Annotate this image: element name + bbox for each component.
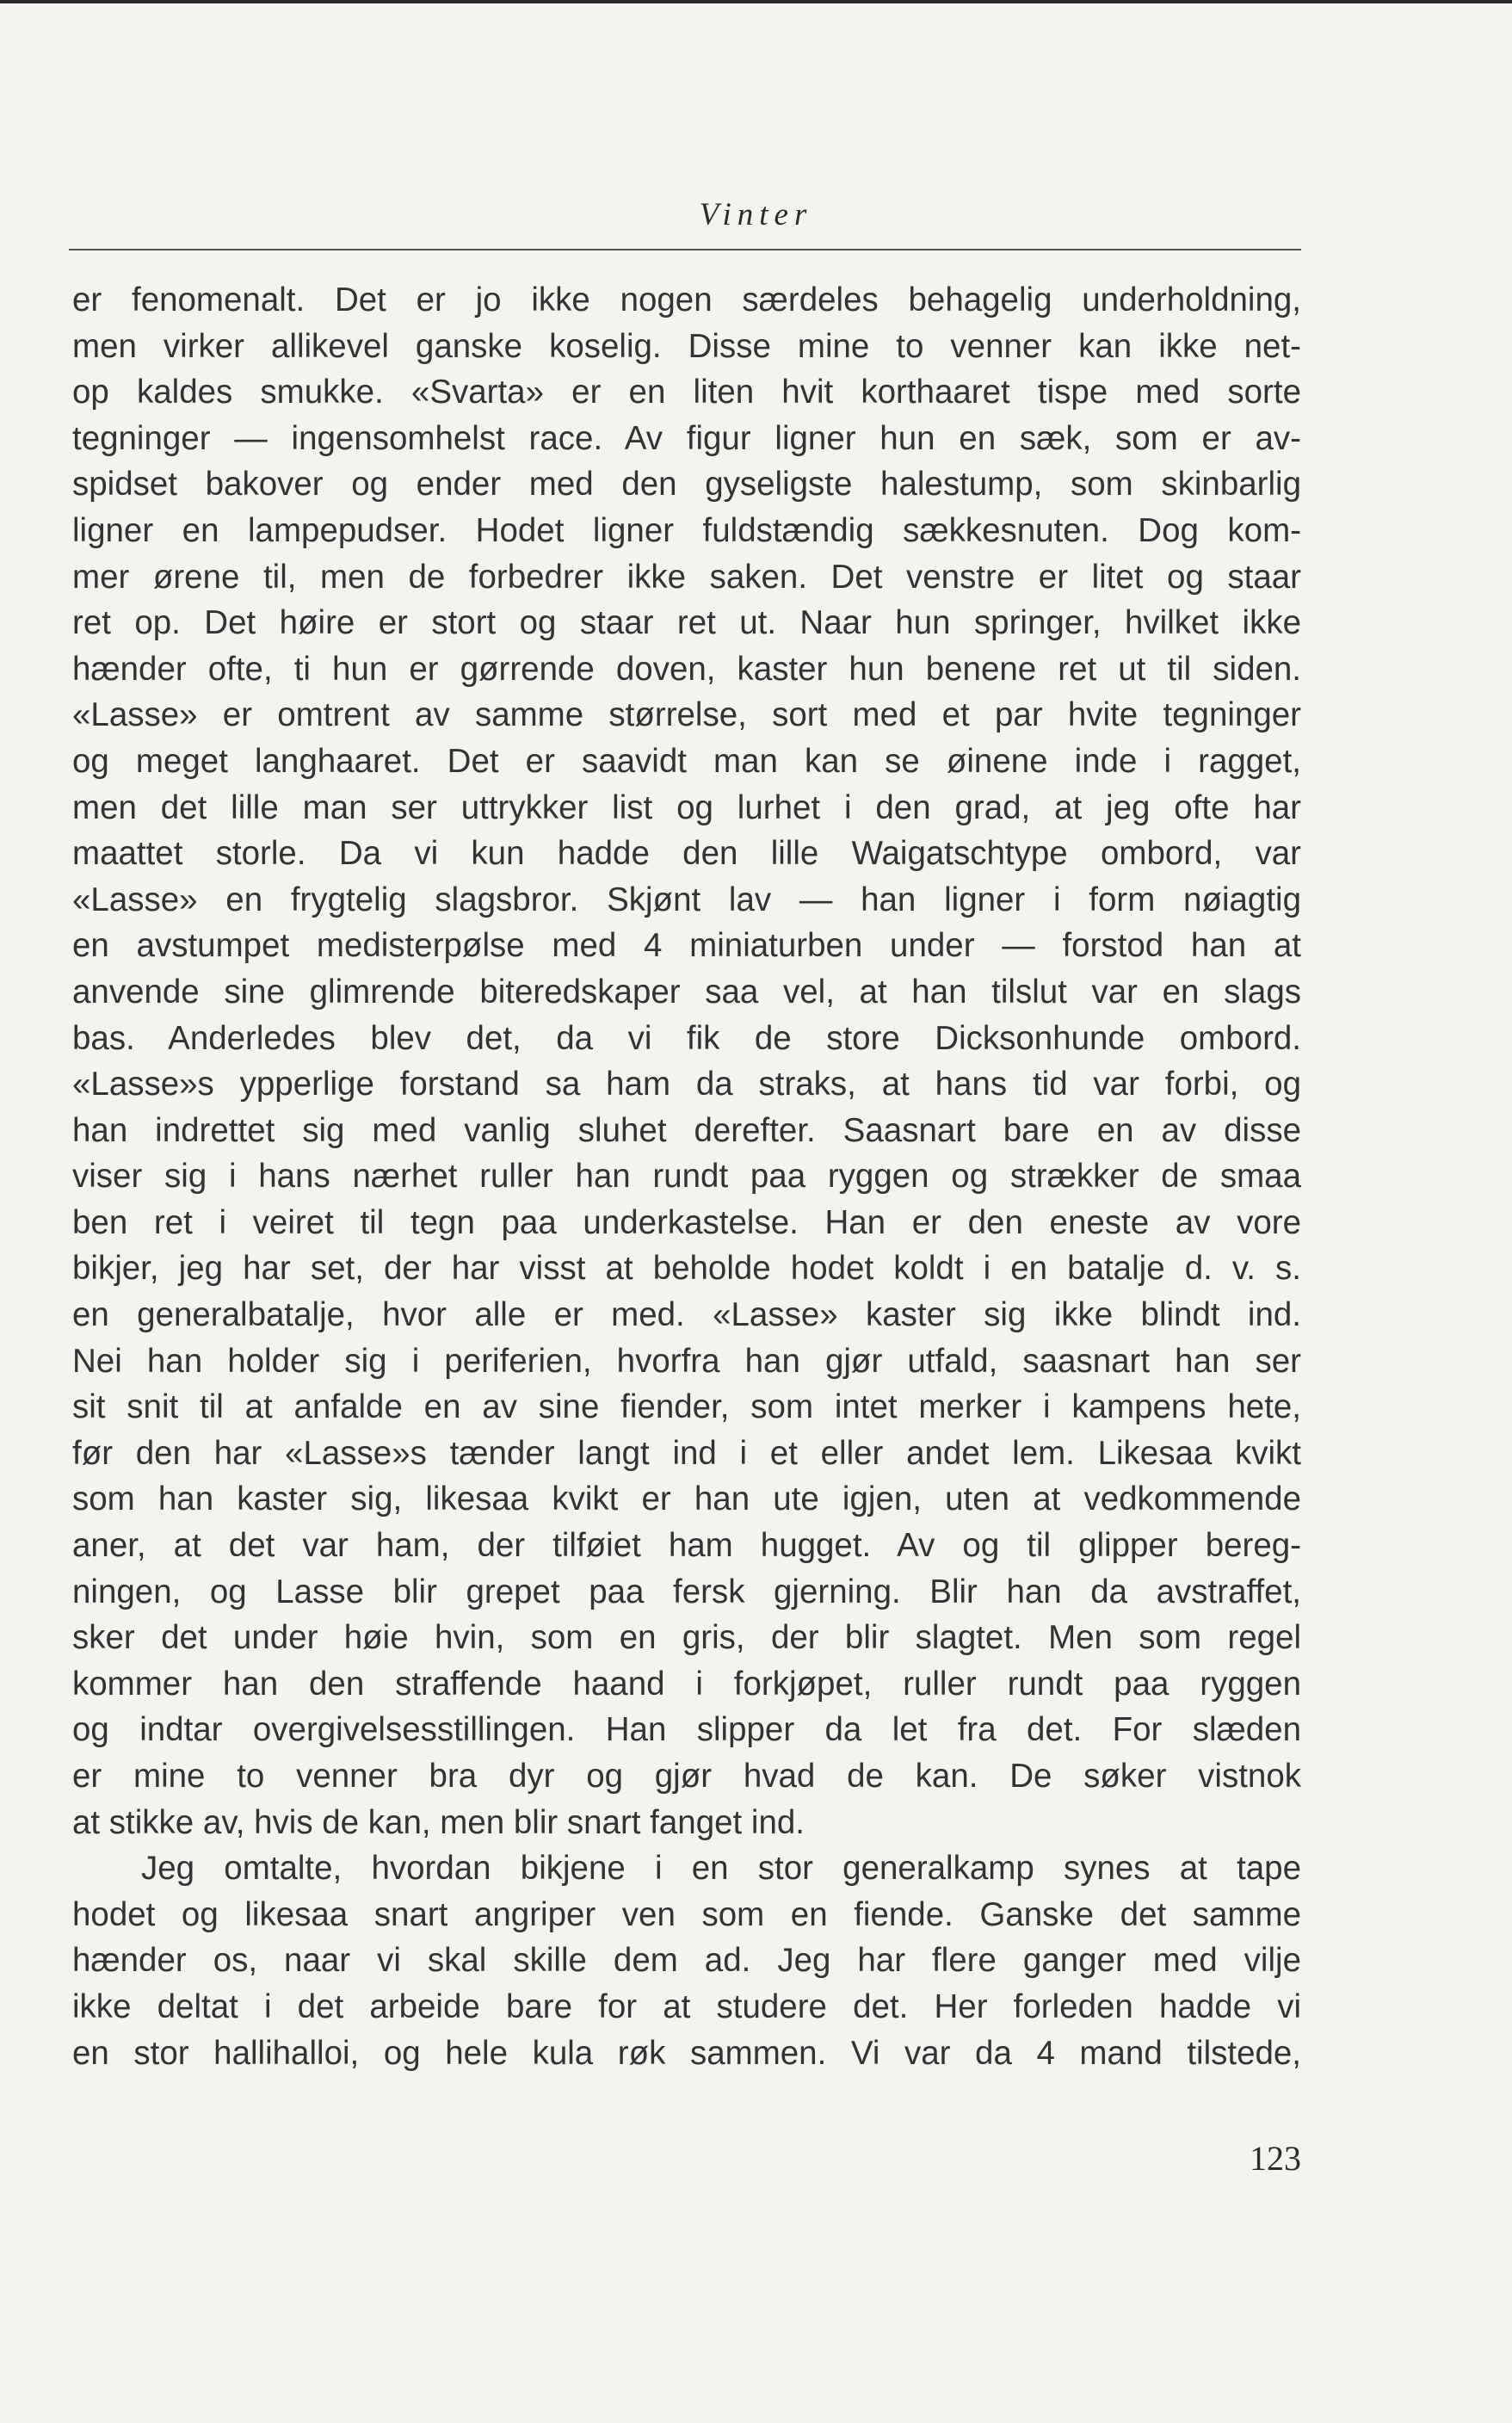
text-line: aner, at det var ham, der tilføiet ham hugget. Av og til glipper bereg- [72, 1527, 1301, 1565]
text-line: Nei han holder sig i periferien, hvorfra han gjør utfald, saasnart han ser [72, 1342, 1301, 1380]
text-line: han indrettet sig med vanlig sluhet derefter. Saasnart bare en av disse [72, 1111, 1301, 1149]
text-line: hænder os, naar vi skal skille dem ad. Jeg har flere ganger med vilje [72, 1942, 1301, 1980]
text-line: kommer han den straffende haand i forkjøpet, ruller rundt paa ryggen [72, 1665, 1301, 1703]
text-line: «Lasse» en frygtelig slagsbror. Skjønt lav — han ligner i form nøiagtig [72, 881, 1301, 918]
text-line: men det lille man ser uttrykker list og lurhet i den grad, at jeg ofte har [72, 788, 1301, 826]
text-line: ben ret i veiret til tegn paa underkastelse. Han er den eneste av vore [72, 1203, 1301, 1241]
text-line: ligner en lampepudser. Hodet ligner fuldstændig sækkesnuten. Dog kom- [72, 511, 1301, 549]
text-line: ikke deltat i det arbeide bare for at studere det. Her forleden hadde vi [72, 1987, 1301, 2025]
text-line: en generalbatalje, hvor alle er med. «Lasse» kaster sig ikke blindt ind. [72, 1296, 1301, 1334]
text-line: viser sig i hans nærhet ruller han rundt paa ryggen og strækker de smaa [72, 1158, 1301, 1196]
text-line: tegninger — ingensomhelst race. Av figur ligner hun en sæk, som er av- [72, 419, 1301, 457]
text-line: en stor hallihalloi, og hele kula røk sammen. Vi var da 4 mand tilstede, [72, 2034, 1301, 2072]
text-line: bikjer, jeg har set, der har visst at beholde hodet koldt i en batalje d. v. s. [72, 1250, 1301, 1288]
text-line: sker det under høie hvin, som en gris, der blir slagtet. Men som regel [72, 1619, 1301, 1657]
text-line: sit snit til at anfalde en av sine fiender, som intet merker i kampens hete, [72, 1388, 1301, 1426]
body-text [72, 277, 1301, 2076]
text-line: op kaldes smukke. «Svarta» er en liten hvit korthaaret tispe med sorte [72, 374, 1301, 411]
text-line: «Lasse»s ypperlige forstand sa ham da straks, at hans tid var forbi, og [72, 1066, 1301, 1103]
text-line: anvende sine glimrende biteredskaper saa vel, at han tilslut var en slags [72, 973, 1301, 1011]
header-rule [69, 249, 1301, 250]
text-line: spidset bakover og ender med den gyseligste halestump, som skinbarlig [72, 466, 1301, 504]
text-line: er mine to venner bra dyr og gjør hvad de kan. De søker vistnok [72, 1758, 1301, 1795]
text-line: mer ørene til, men de forbedrer ikke saken. Det venstre er litet og staar [72, 558, 1301, 596]
text-line: og meget langhaaret. Det er saavidt man kan se øinene inde i ragget, [72, 742, 1301, 780]
text-line: at stikke av, hvis de kan, men blir snart fanget ind. [72, 1803, 805, 1841]
text-line: en avstumpet medisterpølse med 4 miniaturben under — forstod han at [72, 927, 1301, 965]
text-line: ret op. Det høire er stort og staar ret ut. Naar hun springer, hvilket ikke [72, 604, 1301, 642]
text-line: før den har «Lasse»s tænder langt ind i et eller andet lem. Likesaa kvikt [72, 1434, 1301, 1472]
text-line: men virker allikevel ganske koselig. Disse mine to venner kan ikke net- [72, 327, 1301, 365]
text-line: bas. Anderledes blev det, da vi fik de store Dicksonhunde ombord. [72, 1019, 1301, 1057]
running-title: Vinter [699, 197, 813, 232]
text-line: «Lasse» er omtrent av samme størrelse, sort med et par hvite tegninger [72, 696, 1301, 734]
text-line: er fenomenalt. Det er jo ikke nogen særdeles behagelig underholdning, [72, 281, 1301, 318]
text-line: og indtar overgivelsesstillingen. Han slipper da let fra det. For slæden [72, 1711, 1301, 1749]
text-line: Jeg omtalte, hvordan bikjene i en stor generalkamp synes at tape [141, 1850, 1301, 1888]
text-line: som han kaster sig, likesaa kvikt er han ute igjen, uten at vedkommende [72, 1480, 1301, 1518]
page-number: 123 [1250, 2139, 1301, 2178]
text-line: ningen, og Lasse blir grepet paa fersk gjerning. Blir han da avstraffet, [72, 1573, 1301, 1610]
text-line: hodet og likesaa snart angriper ven som en fiende. Ganske det samme [72, 1895, 1301, 1933]
text-line: maattet storle. Da vi kun hadde den lille Waigatschtype ombord, var [72, 835, 1301, 873]
text-line: hænder ofte, ti hun er gørrende doven, kaster hun benene ret ut til siden. [72, 650, 1301, 688]
